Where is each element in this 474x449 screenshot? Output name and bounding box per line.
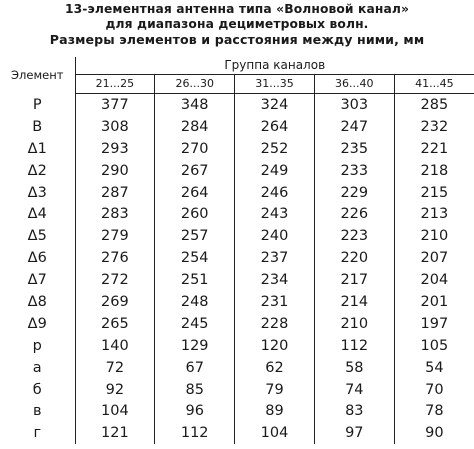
- dimension-value: 248: [155, 291, 235, 313]
- dimension-value: 308: [75, 116, 155, 138]
- table-row: [0, 357, 474, 379]
- dimension-value: 293: [75, 138, 155, 160]
- table-row: [0, 291, 474, 313]
- dimension-value: 210: [420, 228, 449, 245]
- element-label: г: [0, 422, 75, 444]
- dimension-value: 233: [314, 160, 394, 182]
- dimension-value: 249: [235, 160, 315, 182]
- dimension-value: 234: [235, 269, 315, 291]
- dimension-value: 269: [75, 291, 155, 313]
- dimension-value: 78: [425, 403, 444, 420]
- table-body: [0, 94, 474, 445]
- dimension-value: 104: [235, 422, 315, 444]
- dimension-value: 272: [75, 269, 155, 291]
- dimension-value: 270: [155, 138, 235, 160]
- dimension-value: 215: [420, 184, 449, 201]
- dimension-value: 221: [420, 140, 449, 157]
- dimension-value: 237: [235, 247, 315, 269]
- dimension-value: 265: [75, 313, 155, 335]
- caption-line-1: 13-элементная антенна типа «Волновой канал»: [64, 2, 410, 16]
- dimension-value: 85: [155, 379, 235, 401]
- dimension-value: 231: [235, 291, 315, 313]
- element-label: Δ4: [0, 203, 75, 225]
- dimension-value: 140: [75, 335, 155, 357]
- table-row: [0, 225, 474, 247]
- dimension-value: 83: [314, 400, 394, 422]
- dimension-value: 267: [155, 160, 235, 182]
- dimension-value: 245: [155, 313, 235, 335]
- dimension-value: 129: [155, 335, 235, 357]
- element-label: Δ8: [0, 291, 75, 313]
- dimension-value: 276: [75, 247, 155, 269]
- table-caption: [0, 2, 474, 47]
- table-row: [0, 422, 474, 444]
- dimension-value: 207: [420, 250, 449, 267]
- dimension-value: 257: [155, 225, 235, 247]
- dimension-value: 112: [155, 422, 235, 444]
- element-label: а: [0, 357, 75, 379]
- dimension-value: 79: [235, 379, 315, 401]
- dimension-value: 62: [235, 357, 315, 379]
- table-row: [0, 203, 474, 225]
- element-label: б: [0, 379, 75, 401]
- dimension-value: 240: [235, 225, 315, 247]
- element-label: Δ1: [0, 138, 75, 160]
- table-row: [0, 269, 474, 291]
- dimension-value: 92: [75, 379, 155, 401]
- channel-range-header: 26...30: [155, 75, 235, 94]
- dimension-value: 213: [420, 206, 449, 223]
- dimension-value: 247: [314, 116, 394, 138]
- dimension-value: 89: [235, 400, 315, 422]
- dimension-value: 303: [314, 94, 394, 116]
- element-label: в: [0, 400, 75, 422]
- caption-line-3: Размеры элементов и расстояния между ними, мм: [49, 32, 425, 47]
- element-label: Δ9: [0, 313, 75, 335]
- dimension-value: 197: [420, 315, 449, 332]
- dimension-value: 105: [420, 337, 449, 354]
- dimension-value: 243: [235, 203, 315, 225]
- element-label: Δ3: [0, 182, 75, 204]
- element-label: Δ2: [0, 160, 75, 182]
- dimension-value: 226: [314, 203, 394, 225]
- dimension-value: 260: [155, 203, 235, 225]
- dimension-value: 264: [235, 116, 315, 138]
- dimension-value: 287: [75, 182, 155, 204]
- table-row: [0, 400, 474, 422]
- channel-range-header: 41...45: [394, 75, 474, 94]
- dimension-value: 112: [314, 335, 394, 357]
- dimension-value: 120: [235, 335, 315, 357]
- dimension-value: 290: [75, 160, 155, 182]
- table-row: [0, 160, 474, 182]
- dimension-value: 348: [155, 94, 235, 116]
- dimension-value: 217: [314, 269, 394, 291]
- dimension-value: 377: [75, 94, 155, 116]
- table-row: [0, 94, 474, 116]
- element-label: Δ6: [0, 247, 75, 269]
- dimension-value: 210: [314, 313, 394, 335]
- dimension-value: 251: [155, 269, 235, 291]
- dimension-value: 72: [75, 357, 155, 379]
- channel-range-header: 31...35: [235, 75, 315, 94]
- dimension-value: 214: [314, 291, 394, 313]
- dimension-value: 121: [75, 422, 155, 444]
- dimension-value: 223: [314, 225, 394, 247]
- dimension-value: 97: [314, 422, 394, 444]
- dimension-value: 96: [155, 400, 235, 422]
- dimension-value: 285: [420, 96, 449, 113]
- dimension-value: 279: [75, 225, 155, 247]
- element-label: Р: [0, 94, 75, 116]
- dimension-value: 246: [235, 182, 315, 204]
- table-row: [0, 335, 474, 357]
- dimension-value: 232: [420, 118, 449, 135]
- antenna-dimensions-table: [0, 57, 474, 444]
- dimension-value: 324: [235, 94, 315, 116]
- dimension-value: 74: [314, 379, 394, 401]
- dimension-value: 58: [314, 357, 394, 379]
- element-label: р: [0, 335, 75, 357]
- dimension-value: 283: [75, 203, 155, 225]
- dimension-value: 254: [155, 247, 235, 269]
- dimension-value: 252: [235, 138, 315, 160]
- table-row: [0, 116, 474, 138]
- dimension-value: 204: [420, 272, 449, 289]
- dimension-value: 201: [420, 293, 449, 310]
- table-row: [0, 182, 474, 204]
- channel-range-header: 36...40: [314, 75, 394, 94]
- dimension-value: 220: [314, 247, 394, 269]
- table-row: [0, 379, 474, 401]
- element-label: Δ5: [0, 225, 75, 247]
- dimension-value: 90: [425, 425, 444, 442]
- dimension-value: 218: [420, 162, 449, 179]
- table-row: [0, 313, 474, 335]
- dimension-value: 70: [425, 381, 444, 398]
- element-label: В: [0, 116, 75, 138]
- channel-range-header: 21...25: [75, 75, 155, 94]
- dimension-value: 264: [155, 182, 235, 204]
- channel-group-header: Группа каналов: [75, 57, 474, 75]
- caption-line-2: для диапазона дециметровых волн.: [105, 17, 369, 31]
- dimension-value: 235: [314, 138, 394, 160]
- dimension-value: 54: [425, 359, 444, 376]
- element-label: Δ7: [0, 269, 75, 291]
- element-column-header: Элемент: [0, 57, 75, 94]
- dimension-value: 104: [75, 400, 155, 422]
- table-row: [0, 247, 474, 269]
- table-row: [0, 138, 474, 160]
- dimension-value: 284: [155, 116, 235, 138]
- dimension-value: 228: [235, 313, 315, 335]
- dimension-value: 229: [314, 182, 394, 204]
- dimension-value: 67: [155, 357, 235, 379]
